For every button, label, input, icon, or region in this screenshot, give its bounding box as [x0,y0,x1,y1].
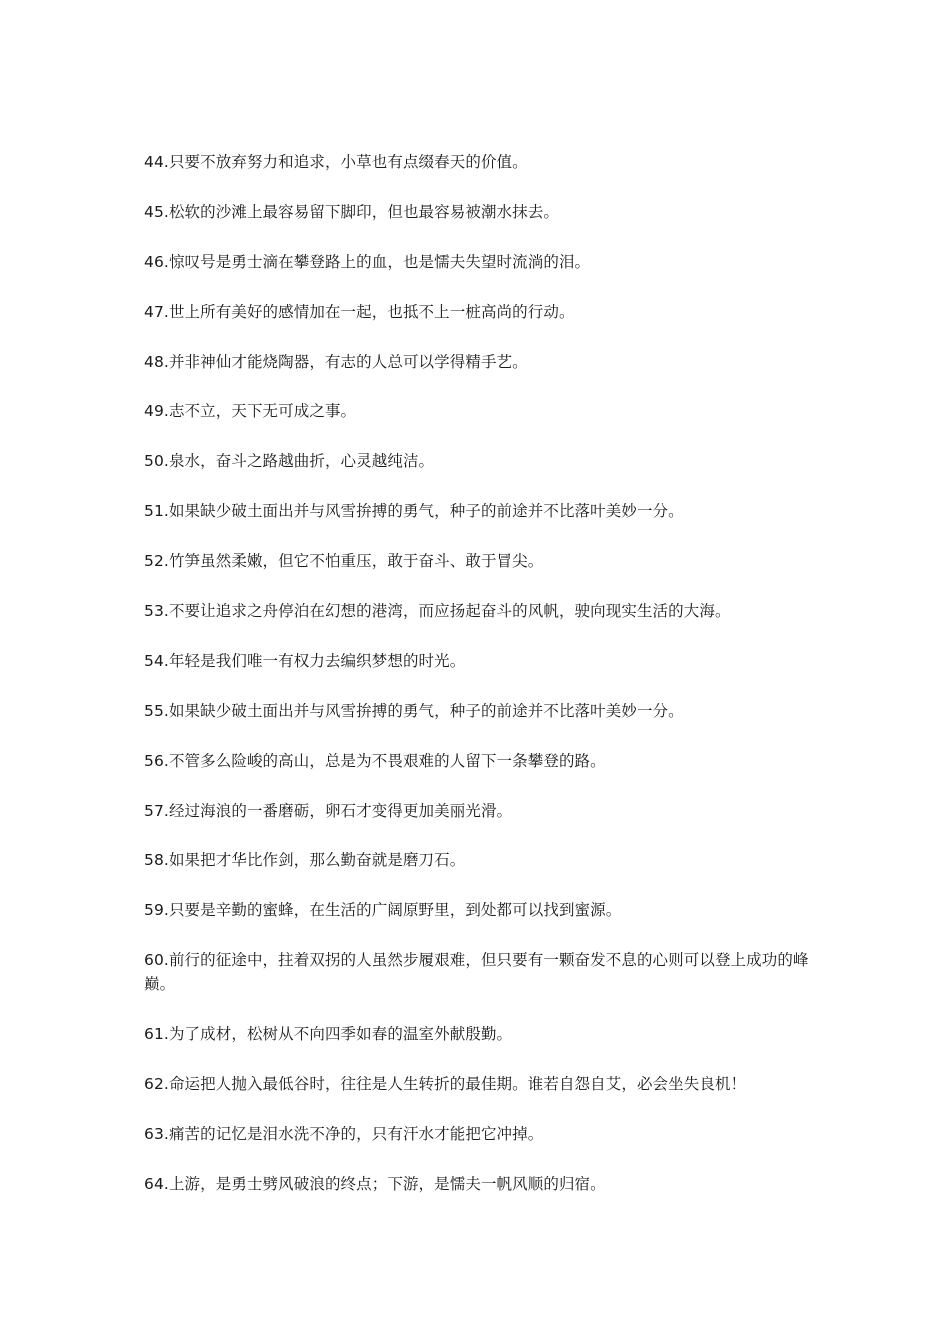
quote-56: 56.不管多么险峻的高山，总是为不畏艰难的人留下一条攀登的路。 [144,751,606,770]
quote-64: 64.上游，是勇士劈风破浪的终点；下游，是懦夫一帆风顺的归宿。 [144,1174,606,1193]
quote-55: 55.如果缺少破土面出并与风雪拚搏的勇气，种子的前途并不比落叶美妙一分。 [144,701,684,720]
quote-57: 57.经过海浪的一番磨砺，卵石才变得更加美丽光滑。 [144,801,513,820]
quote-list [144,150,812,1222]
quote-62: 62.命运把人抛入最低谷时，往往是人生转折的最佳期。谁若自怨自艾，必会坐失良机！ [144,1075,747,1094]
quote-44: 44.只要不放弃努力和追求，小草也有点缀春天的价值。 [144,153,528,171]
quote-46: 46.惊叹号是勇士滴在攀登路上的血，也是懦夫失望时流淌的泪。 [144,252,591,271]
quote-63: 63.痛苦的记忆是泪水洗不净的，只有汗水才能把它冲掉。 [144,1124,544,1143]
quote-53: 53.不要让追求之舟停泊在幻想的港湾，而应扬起奋斗的风帆，驶向现实生活的大海。 [144,602,731,621]
quote-59: 59.只要是辛勤的蜜蜂，在生活的广阔原野里，到处都可以找到蜜源。 [144,901,622,920]
quote-60: 60.前行的征途中，拄着双拐的人虽然步履艰难，但只要有一颗奋发不息的心则可以登上成功的峰巅。 [144,951,809,994]
quote-52: 52.竹笋虽然柔嫩，但它不怕重压，敢于奋斗、敢于冒尖。 [144,552,544,571]
quote-48: 48.并非神仙才能烧陶器，有志的人总可以学得精手艺。 [144,352,528,371]
quote-54: 54.年轻是我们唯一有权力去编织梦想的时光。 [144,651,466,670]
quote-45: 45.松软的沙滩上最容易留下脚印，但也最容易被潮水抹去。 [144,202,559,221]
quote-47: 47.世上所有美好的感情加在一起，也抵不上一桩高尚的行动。 [144,302,575,321]
quote-58: 58.如果把才华比作剑，那么勤奋就是磨刀石。 [144,851,466,870]
quote-50: 50.泉水，奋斗之路越曲折，心灵越纯洁。 [144,452,435,471]
quote-51: 51.如果缺少破土面出并与风雪拚搏的勇气，种子的前途并不比落叶美妙一分。 [144,502,684,521]
quote-61: 61.为了成材，松树从不向四季如春的温室外献殷勤。 [144,1025,513,1044]
quote-49: 49.志不立，天下无可成之事。 [144,402,357,421]
